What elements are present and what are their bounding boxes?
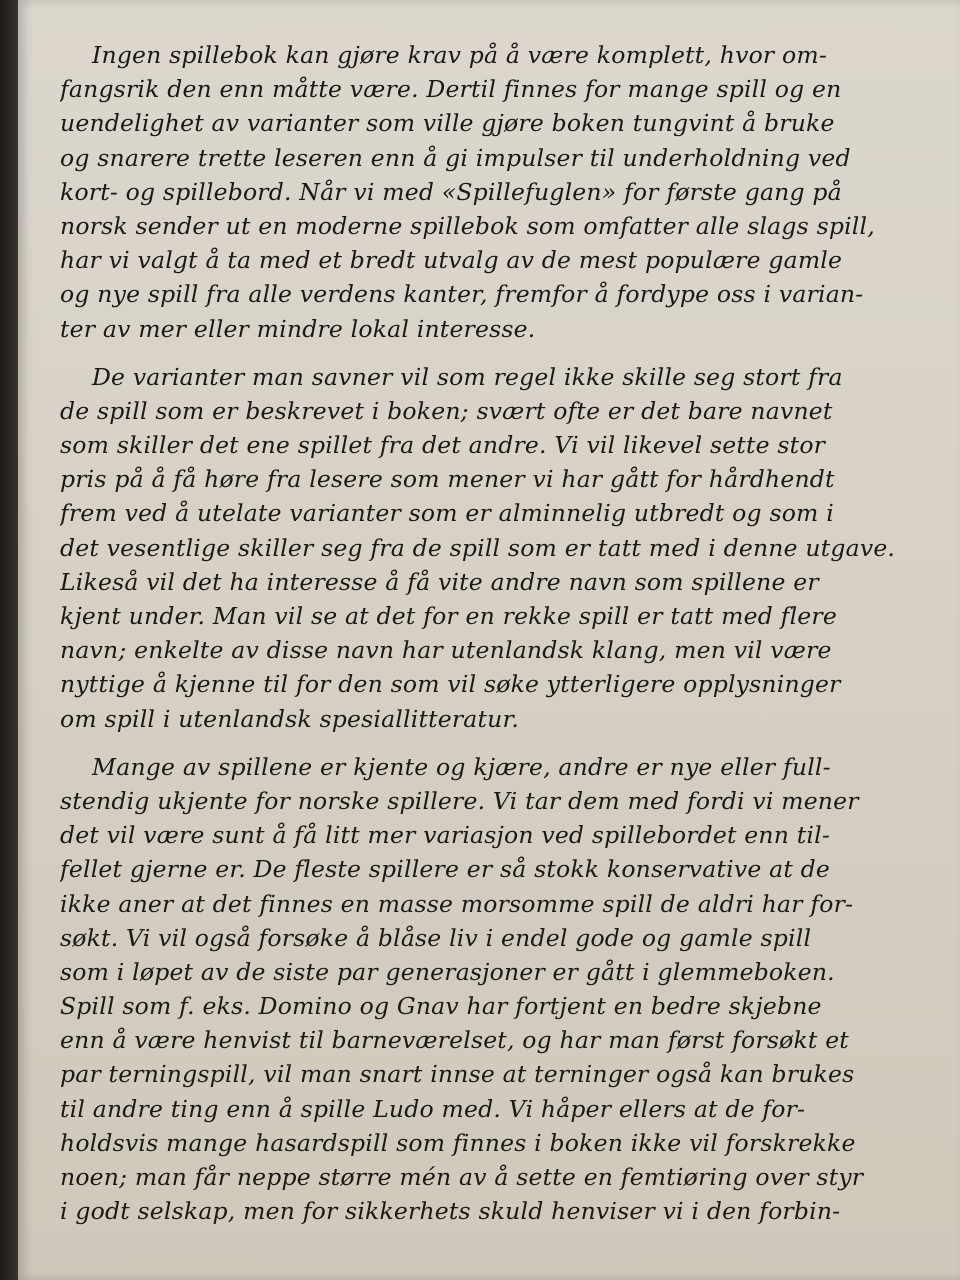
text-line: pris på å få høre fra lesere som mener vi har gått for hårdhendt: [60, 465, 835, 494]
text-line: stendig ukjente for norske spillere. Vi tar dem med fordi vi mener: [60, 786, 859, 815]
text-line: og snarere trette leseren enn å gi impulser til underholdning ved: [60, 143, 851, 172]
text-line: noen; man får neppe større mén av å sette en femtiøring over styr: [60, 1163, 864, 1191]
text-line: og nye spill fra alle verdens kanter, fremfor å fordype oss i varian-: [60, 280, 864, 309]
text-line: ter av mer eller mindre lokal interesse.: [60, 314, 536, 343]
text-line: nyttige å kjenne til for den som vil søke ytterligere opplysninger: [60, 670, 841, 699]
paragraph-2: [60, 360, 940, 736]
text-line: som i løpet av de siste par generasjoner er gått i glemmeboken.: [60, 957, 835, 986]
text-line: frem ved å utelate varianter som er alminnelig utbredt og som i: [60, 499, 834, 528]
text-line: i godt selskap, men for sikkerhets skuld henviser vi i den forbin-: [60, 1197, 841, 1226]
text-line: som skiller det ene spillet fra det andre. Vi vil likevel sette stor: [60, 431, 826, 460]
paragraph-1: [60, 38, 940, 346]
text-line: ikke aner at det finnes en masse morsomme spill de aldri har for-: [60, 889, 854, 918]
text-line: holdsvis mange hasardspill som finnes i boken ikke vil forskrekke: [60, 1128, 856, 1157]
text-line: det vil være sunt å få litt mer variasjon ved spillebordet enn til-: [60, 821, 830, 850]
text-line: Ingen spillebok kan gjøre krav på å være komplett, hvor om-: [92, 41, 827, 69]
body-text: [60, 38, 940, 1242]
text-line: om spill i utenlandsk spesiallitteratur.: [60, 704, 519, 733]
text-line: søkt. Vi vil også forsøke å blåse liv i endel gode og gamle spill: [60, 923, 812, 952]
text-line: par terningspill, vil man snart innse at terninger også kan brukes: [60, 1060, 855, 1089]
text-line: kjent under. Man vil se at det for en rekke spill er tatt med flere: [60, 602, 837, 630]
text-line: det vesentlige skiller seg fra de spill som er tatt med i denne utgave.: [60, 533, 896, 562]
text-line: de spill som er beskrevet i boken; svært ofte er det bare navnet: [60, 396, 833, 425]
page-spine-shadow: [0, 0, 18, 1280]
text-line: De varianter man savner vil som regel ikke skille seg stort fra: [92, 362, 843, 391]
text-line: uendelighet av varianter som ville gjøre boken tungvint å bruke: [60, 109, 835, 138]
text-line: enn å være henvist til barneværelset, og har man først forsøkt et: [60, 1026, 849, 1055]
text-line: navn; enkelte av disse navn har utenlandsk klang, men vil være: [60, 636, 832, 665]
text-line: norsk sender ut en moderne spillebok som omfatter alle slags spill,: [60, 211, 875, 240]
text-line: Likeså vil det ha interesse å få vite andre navn som spillene er: [60, 567, 819, 596]
text-line: fangsrik den enn måtte være. Dertil finnes for mange spill og en: [60, 75, 842, 104]
text-line: til andre ting enn å spille Ludo med. Vi håper ellers at de for-: [60, 1094, 806, 1123]
book-page: [18, 0, 960, 1280]
paragraph-3: [60, 750, 940, 1229]
text-line: kort- og spillebord. Når vi med «Spillefuglen» for første gang på: [60, 177, 842, 206]
text-line: har vi valgt å ta med et bredt utvalg av de mest populære gamle: [60, 246, 843, 275]
text-line: fellet gjerne er. De fleste spillere er så stokk konservative at de: [60, 855, 830, 884]
text-line: Mange av spillene er kjente og kjære, andre er nye eller full-: [92, 752, 831, 781]
text-line: Spill som f. eks. Domino og Gnav har fortjent en bedre skjebne: [60, 992, 822, 1021]
